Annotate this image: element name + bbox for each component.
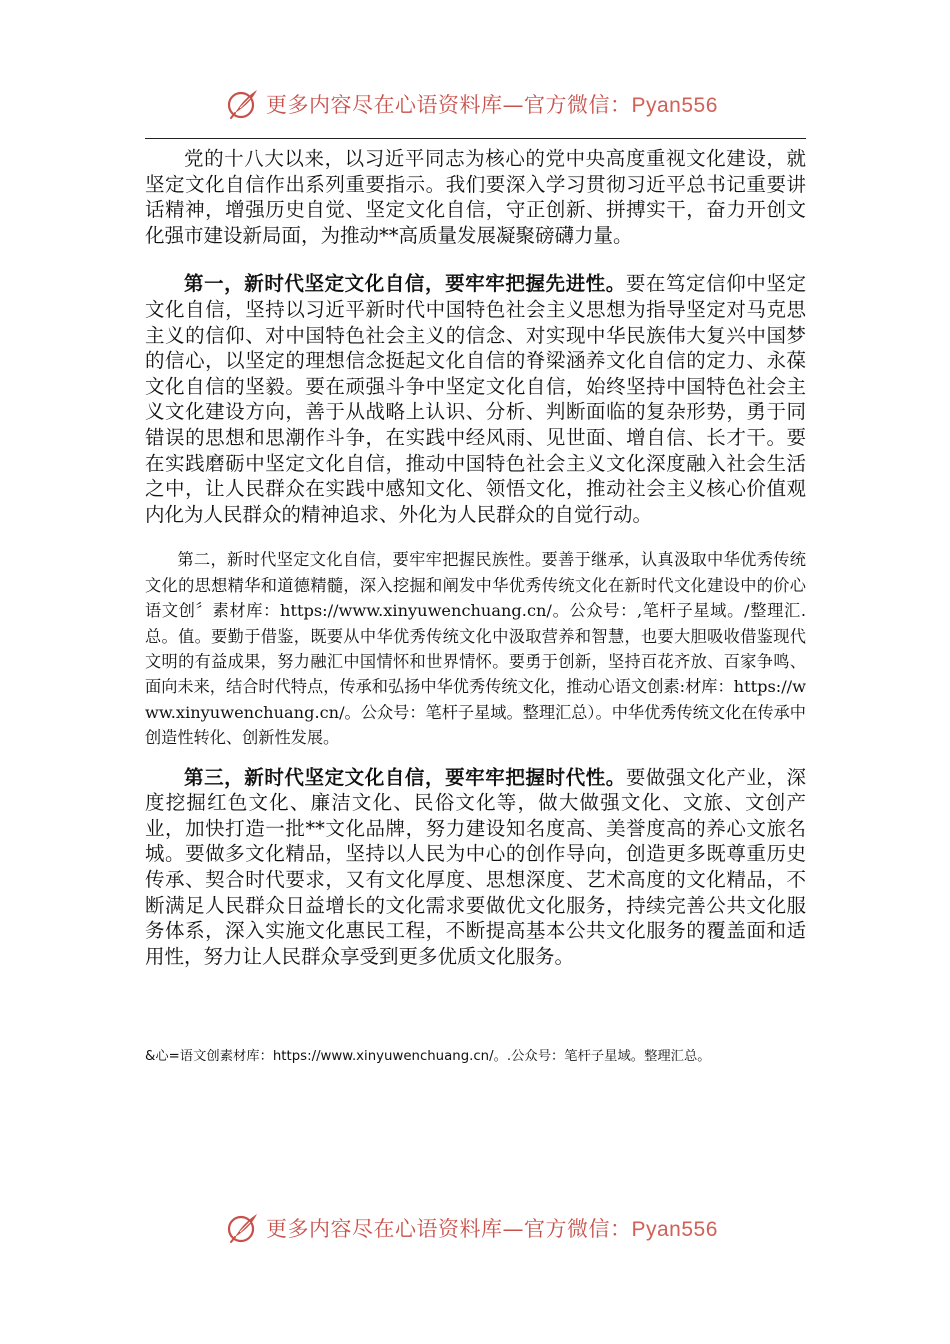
footer-banner <box>226 1208 746 1248</box>
banner-separator: — <box>502 93 524 117</box>
banner-wechat-id: Pyan556 <box>631 94 718 117</box>
first-point-heading: 第一，新时代坚定文化自信，要牢牢把握先进性。 <box>184 272 626 296</box>
footnote-source: &心=语文创素材库：https://www.xinyuwenchuang.cn/。.公众号：笔杆子星域。整理汇总。 <box>145 1049 711 1064</box>
paragraph-second-point: 第二，新时代坚定文化自信，要牢牢把握民族性。要善于继承，认真汲取中华优秀传统文化的思想精华和道德精髓，深入挖掘和阐发中华优秀传统文化在新时代文化建设中的价心语文创〞素材库：https://www.xinyuwenchuang.cn/。公众号：,笔杆子星域。/整理汇.总。值。要勤于借鉴，既要从中华优秀传统文化中汲取营养和智慧，也要大胆吸收借鉴现代文明的有益成果，努力融汇中国情怀和世界情怀。要勇于创新，坚持百花齐放、百家争鸣、面向未来，结合时代特点，传承和弘扬中华优秀传统文化，推动心语文创素:材库：https://www.xinyuwenchuang.cn/。公众号：笔杆子星域。整理汇总）。中华优秀传统文化在传承中创造性转化、创新性发展。 <box>145 550 806 748</box>
banner-title: 更多内容尽在心语资料库 <box>266 93 503 117</box>
quill-logo-icon <box>226 87 260 121</box>
banner-text <box>266 89 718 119</box>
footer-banner-title: 更多内容尽在心语资料库 <box>266 1217 503 1241</box>
paragraph-third-point <box>145 765 806 970</box>
footer-banner-official: 官方微信： <box>524 1217 632 1241</box>
footer-banner-text <box>266 1213 718 1243</box>
third-point-text: 要做强文化产业，深度挖掘红色文化、廉洁文化、民俗文化等，做大做强文化、文旅、文创产业，加快打造一批**文化品牌，努力建设知名度高、美誉度高的养心文旅名城。要做多文化精品，坚持以人民为中心的创作导向，创造更多既尊重历史传承、契合时代要求，又有文化厚度、思想深度、艺术高度的文化精品，不断满足人民群众日益增长的文化需求要做优文化服务，持续完善公共文化服务体系，深入实施文化惠民工程，不断提高基本公共文化服务的覆盖面和适用性，努力让人民群众享受到更多优质文化服务。 <box>145 765 806 968</box>
quill-logo-icon <box>226 1211 260 1245</box>
first-point-text: 要在笃定信仰中坚定文化自信，坚持以习近平新时代中国特色社会主义思想为指导坚定对马克思主义的信仰、对中国特色社会主义的信念、对实现中华民族伟大复兴中国梦的信心，以坚定的理想信念挺起文化自信的脊梁涵养文化自信的定力、永葆文化自信的坚毅。要在顽强斗争中坚定文化自信，始终坚持中国特色社会主义文化建设方向，善于从战略上认识、分析、判断面临的复杂形势，勇于同错误的思想和思潮作斗争，在实践中经风雨、见世面、增自信、长才干。要在实践磨砺中坚定文化自信，推动中国特色社会主义文化深度融入社会生活之中，让人民群众在实践中感知文化、领悟文化，推动社会主义核心价值观内化为人民群众的精神追求、外化为人民群众的自觉行动。 <box>145 272 806 526</box>
banner-official: 官方微信： <box>524 93 632 117</box>
paragraph-first-point <box>145 271 806 527</box>
footer-banner-separator: — <box>502 1217 524 1241</box>
header-banner <box>226 84 746 124</box>
document-body <box>145 146 806 969</box>
third-point-heading: 第三，新时代坚定文化自信，要牢牢把握时代性。 <box>184 765 626 789</box>
paragraph-intro: 党的十八大以来，以习近平同志为核心的党中央高度重视文化建设，就坚定文化自信作出系列重要指示。我们要深入学习贯彻习近平总书记重要讲话精神，增强历史自觉、坚定文化自信，守正创新、拼搏实干，奋力开创文化强市建设新局面，为推动**高质量发展凝聚磅礴力量。 <box>145 147 806 247</box>
footer-banner-wechat-id: Pyan556 <box>631 1218 718 1241</box>
header-rule <box>145 138 806 139</box>
